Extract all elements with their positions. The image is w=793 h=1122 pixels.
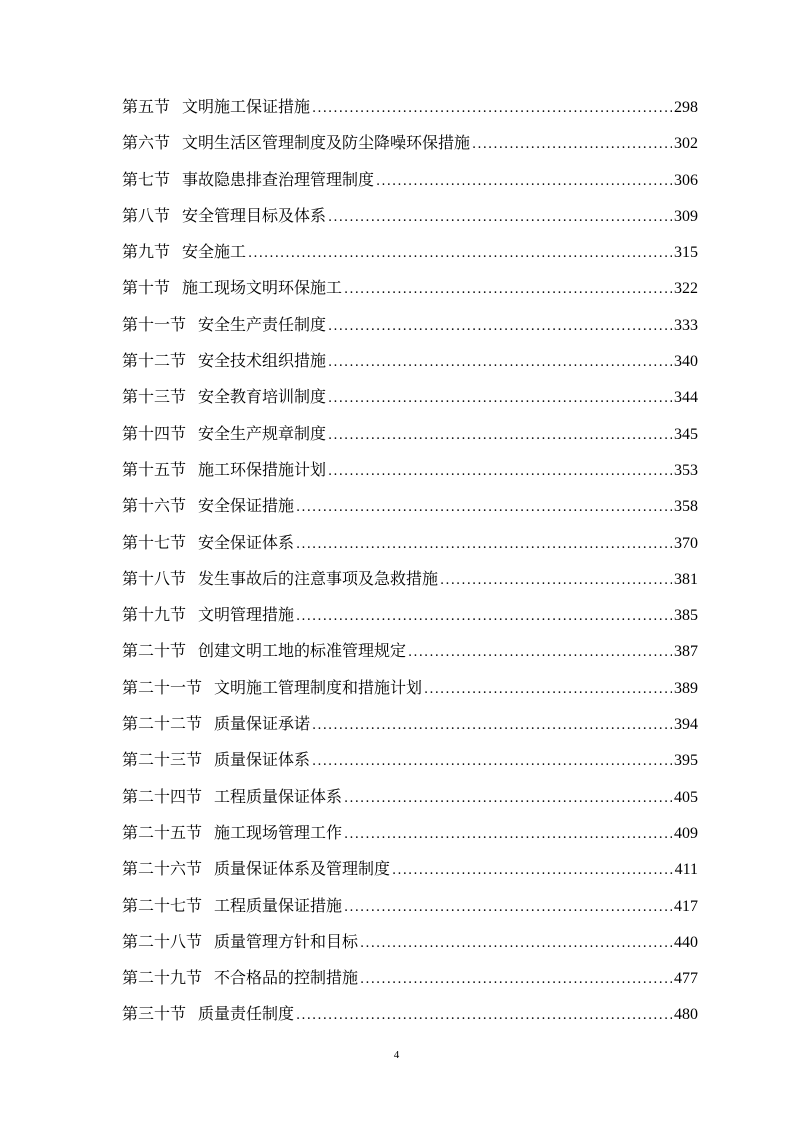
toc-entry-section-number: 第二十六节 [122, 859, 203, 879]
toc-entry-dot-leader [312, 91, 672, 127]
toc-entry-page-number: 389 [674, 679, 698, 697]
toc-entry-page-number: 405 [674, 788, 698, 806]
toc-entry[interactable] [122, 343, 698, 379]
toc-entry-title: 质量保证体系 [214, 750, 311, 770]
toc-entry-title: 文明施工管理制度和措施计划 [214, 677, 423, 697]
toc-entry-title: 工程质量保证体系 [214, 786, 343, 806]
toc-entry-page-number: 306 [674, 171, 698, 189]
toc-entry-page-number: 345 [674, 425, 698, 443]
toc-entry-title: 文明管理措施 [198, 605, 295, 625]
toc-entry-title: 安全教育培训制度 [198, 387, 327, 407]
toc-entry[interactable] [122, 561, 698, 597]
toc-entry-section-number: 第二十二节 [122, 714, 203, 734]
toc-entry[interactable] [122, 234, 698, 270]
toc-entry-section-number: 第十节 [122, 278, 171, 298]
toc-entry[interactable] [122, 416, 698, 452]
toc-entry-page-number: 298 [674, 99, 698, 116]
toc-entry-section-number: 第十七节 [122, 532, 187, 552]
table-of-contents [122, 89, 698, 1033]
toc-entry-dot-leader [328, 454, 672, 490]
toc-entry[interactable] [122, 162, 698, 198]
toc-entry-page-number: 385 [674, 607, 698, 625]
toc-entry-title: 不合格品的控制措施 [214, 968, 359, 988]
toc-entry-title: 安全保证措施 [198, 496, 295, 516]
toc-entry-title: 安全保证体系 [198, 532, 295, 552]
toc-entry[interactable] [122, 960, 698, 996]
toc-entry-title: 工程质量保证措施 [214, 895, 343, 915]
toc-entry-title: 施工环保措施计划 [198, 459, 327, 479]
toc-entry-section-number: 第三十节 [122, 1004, 187, 1024]
toc-entry-title: 文明生活区管理制度及防尘降噪环保措施 [182, 133, 471, 153]
toc-entry-dot-leader [344, 781, 672, 817]
toc-entry-section-number: 第十四节 [122, 423, 187, 443]
toc-entry-page-number: 333 [674, 316, 698, 334]
toc-entry-title: 安全技术组织措施 [198, 351, 327, 371]
page-number: 4 [393, 1049, 400, 1061]
toc-entry-title: 施工现场管理工作 [214, 822, 343, 842]
toc-entry[interactable] [122, 379, 698, 415]
toc-entry[interactable] [122, 633, 698, 669]
toc-entry-title: 质量保证体系及管理制度 [214, 859, 391, 879]
toc-entry-page-number: 394 [674, 716, 698, 734]
toc-entry-title: 安全施工 [182, 242, 247, 262]
toc-entry[interactable] [122, 125, 698, 161]
toc-entry-title: 创建文明工地的标准管理规定 [198, 641, 407, 661]
toc-entry-section-number: 第六节 [122, 133, 171, 153]
toc-entry-section-number: 第七节 [122, 169, 171, 189]
toc-entry-section-number: 第二十节 [122, 641, 187, 661]
toc-entry-section-number: 第十九节 [122, 605, 187, 625]
toc-entry[interactable] [122, 89, 698, 125]
toc-entry-dot-leader [376, 164, 672, 200]
toc-entry-section-number: 第二十八节 [122, 931, 203, 951]
toc-entry-dot-leader [328, 200, 672, 236]
toc-entry-page-number: 309 [674, 207, 698, 225]
toc-entry-section-number: 第九节 [122, 242, 171, 262]
toc-entry-title: 质量责任制度 [198, 1004, 295, 1024]
toc-entry-section-number: 第二十四节 [122, 786, 203, 806]
toc-entry-page-number: 395 [674, 752, 698, 770]
toc-entry-dot-leader [248, 236, 672, 272]
toc-entry[interactable] [122, 996, 698, 1032]
toc-entry-dot-leader [328, 345, 672, 381]
toc-entry-section-number: 第二十三节 [122, 750, 203, 770]
toc-entry-dot-leader [344, 817, 672, 853]
toc-entry-title: 安全生产责任制度 [198, 314, 327, 334]
toc-entry-dot-leader [392, 853, 673, 889]
toc-entry[interactable] [122, 706, 698, 742]
toc-entry-page-number: 358 [674, 498, 698, 516]
toc-entry-section-number: 第二十一节 [122, 677, 203, 697]
toc-entry-dot-leader [296, 599, 672, 635]
toc-entry-section-number: 第二十九节 [122, 968, 203, 988]
toc-entry-page-number: 315 [674, 244, 698, 262]
toc-entry-section-number: 第十八节 [122, 568, 187, 588]
toc-entry-section-number: 第十六节 [122, 496, 187, 516]
toc-entry-dot-leader [296, 490, 672, 526]
toc-entry-dot-leader [328, 381, 672, 417]
toc-entry-page-number: 322 [674, 280, 698, 298]
toc-entry-dot-leader [408, 635, 672, 671]
toc-entry-page-number: 409 [674, 824, 698, 842]
toc-entry-title: 安全管理目标及体系 [182, 205, 327, 225]
toc-entry-page-number: 381 [674, 570, 698, 588]
toc-entry[interactable] [122, 888, 698, 924]
toc-entry-dot-leader [296, 527, 672, 563]
toc-entry-page-number: 440 [674, 933, 698, 951]
toc-entry-page-number: 477 [674, 970, 698, 988]
toc-entry-page-number: 344 [674, 389, 698, 407]
toc-entry-dot-leader [344, 272, 672, 308]
toc-entry-page-number: 480 [674, 1006, 698, 1024]
toc-entry-dot-leader [424, 672, 672, 708]
toc-entry-dot-leader [440, 563, 672, 599]
toc-entry[interactable] [122, 670, 698, 706]
toc-entry[interactable] [122, 815, 698, 851]
toc-entry-dot-leader [328, 309, 672, 345]
toc-entry-dot-leader [360, 926, 672, 962]
toc-entry[interactable] [122, 924, 698, 960]
toc-entry-section-number: 第十二节 [122, 351, 187, 371]
toc-entry[interactable] [122, 742, 698, 778]
toc-entry[interactable] [122, 597, 698, 633]
toc-entry-section-number: 第十三节 [122, 387, 187, 407]
toc-entry-dot-leader [312, 744, 672, 780]
toc-entry[interactable] [122, 307, 698, 343]
toc-entry-title: 文明施工保证措施 [182, 97, 311, 116]
toc-entry[interactable] [122, 779, 698, 815]
toc-entry-dot-leader [328, 418, 672, 454]
toc-entry-dot-leader [472, 127, 672, 163]
toc-entry-page-number: 411 [674, 861, 698, 879]
toc-entry-title: 施工现场文明环保施工 [182, 278, 343, 298]
toc-entry-page-number: 370 [674, 534, 698, 552]
toc-entry-section-number: 第八节 [122, 205, 171, 225]
toc-entry-title: 事故隐患排查治理管理制度 [182, 169, 375, 189]
toc-entry-page-number: 353 [674, 461, 698, 479]
toc-entry-dot-leader [344, 890, 672, 926]
toc-entry-title: 安全生产规章制度 [198, 423, 327, 443]
toc-entry-page-number: 417 [674, 897, 698, 915]
toc-entry[interactable] [122, 270, 698, 306]
toc-entry-title: 质量管理方针和目标 [214, 931, 359, 951]
toc-entry-section-number: 第十五节 [122, 459, 187, 479]
toc-entry-title: 质量保证承诺 [214, 714, 311, 734]
toc-entry[interactable] [122, 488, 698, 524]
toc-entry[interactable] [122, 525, 698, 561]
toc-entry-dot-leader [360, 962, 672, 998]
toc-entry-section-number: 第五节 [122, 97, 171, 116]
toc-entry-dot-leader [296, 998, 672, 1034]
toc-entry-page-number: 302 [674, 135, 698, 153]
toc-entry-page-number: 387 [674, 643, 698, 661]
toc-entry-section-number: 第十一节 [122, 314, 187, 334]
toc-entry-section-number: 第二十五节 [122, 822, 203, 842]
toc-entry[interactable] [122, 198, 698, 234]
toc-entry[interactable] [122, 452, 698, 488]
toc-entry[interactable] [122, 851, 698, 887]
toc-entry-dot-leader [312, 708, 672, 744]
toc-entry-section-number: 第二十七节 [122, 895, 203, 915]
toc-entry-page-number: 340 [674, 353, 698, 371]
toc-entry-title: 发生事故后的注意事项及急救措施 [198, 568, 439, 588]
